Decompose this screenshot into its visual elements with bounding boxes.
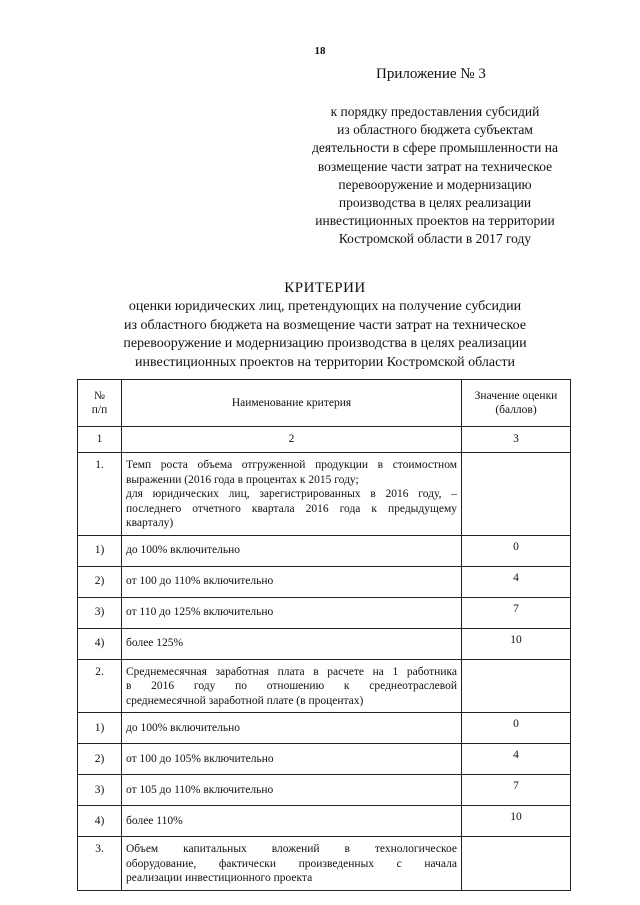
appendix-reference-line: инвестиционных проектов на территории	[315, 213, 555, 229]
table-row	[78, 566, 571, 597]
appendix-reference-line: производства в целях реализации	[338, 195, 532, 211]
table-row	[78, 628, 571, 659]
item-score: 4	[462, 566, 571, 597]
table-row	[78, 535, 571, 566]
criterion-text-line: Темп роста объема отгруженной продукции в стоимостном	[126, 459, 457, 471]
criterion-text-line: в 2016 году по отношению к среднеотраслевой	[126, 680, 457, 692]
item-number: 2)	[78, 744, 122, 775]
column-index: 3	[462, 427, 571, 453]
item-text: до 100% включительно	[122, 535, 462, 566]
item-score: 0	[462, 713, 571, 744]
item-score: 7	[462, 597, 571, 628]
table-row	[78, 775, 571, 806]
appendix-reference-line: деятельности в сфере промышленности на	[312, 140, 558, 156]
appendix-reference	[285, 103, 585, 249]
item-text: более 110%	[122, 806, 462, 837]
header-score-unit: (баллов)	[495, 404, 537, 416]
item-number: 1)	[78, 713, 122, 744]
column-index-row	[78, 427, 571, 453]
item-text: от 100 до 110% включительно	[122, 566, 462, 597]
criterion-score-empty	[462, 659, 571, 713]
criteria-subtitle-line: из областного бюджета на возмещение части затрат на техническое	[123, 317, 527, 333]
criterion-text-line: кварталу)	[126, 517, 174, 529]
item-number: 3)	[78, 597, 122, 628]
criteria-table	[77, 379, 571, 891]
criterion-score-empty	[462, 453, 571, 536]
criterion-text-line: Среднемесячная заработная плата в расчете на 1 работника	[126, 665, 457, 678]
criterion-row	[78, 837, 571, 891]
item-text: от 105 до 110% включительно	[122, 775, 462, 806]
table-row	[78, 713, 571, 744]
criterion-number: 2.	[78, 659, 122, 713]
appendix-reference-line: из областного бюджета субъектам	[337, 122, 533, 138]
header-num-symbol: №	[94, 389, 105, 402]
header-num-abbr: п/п	[91, 404, 108, 416]
criterion-score-empty	[462, 837, 571, 891]
criteria-heading: КРИТЕРИИ	[284, 280, 366, 296]
appendix-reference-line: возмещение части затрат на техническое	[317, 158, 553, 174]
criterion-text-line: оборудование, фактически произведенных с начала	[126, 857, 457, 870]
criterion-text-line: для юридических лиц, зарегистрированных в 2016 году, –	[126, 488, 457, 500]
appendix-title: Приложение № 3	[376, 66, 486, 82]
criterion-number: 3.	[78, 837, 122, 891]
appendix-reference-line: к порядку предоставления субсидий	[330, 104, 540, 119]
header-score-cell	[462, 380, 571, 427]
header-name-cell: Наименование критерия	[122, 380, 462, 427]
criterion-text	[122, 659, 462, 713]
table-row	[78, 597, 571, 628]
criterion-text-line: Объем капитальных вложений в технологическое	[126, 843, 457, 855]
column-index: 2	[122, 427, 462, 453]
item-number: 1)	[78, 535, 122, 566]
criterion-text	[122, 453, 462, 536]
page-number: 18	[314, 45, 326, 57]
criterion-row	[78, 453, 571, 536]
item-score: 10	[462, 806, 571, 837]
appendix-reference-line: Костромской области в 2017 году	[338, 231, 532, 247]
criteria-subtitle-line: перевооружение и модернизацию производства в целях реализации	[123, 336, 527, 351]
header-num-cell	[78, 380, 122, 427]
appendix-reference-line: перевооружение и модернизацию	[338, 176, 532, 192]
item-text: до 100% включительно	[122, 713, 462, 744]
item-score: 10	[462, 628, 571, 659]
criteria-subtitle-line: оценки юридических лиц, претендующих на получение субсидии	[128, 299, 522, 314]
item-number: 4)	[78, 806, 122, 837]
item-text: от 100 до 105% включительно	[122, 744, 462, 775]
item-text: от 110 до 125% включительно	[122, 597, 462, 628]
criterion-text-line: выражении (2016 года в процентах к 2015 году;	[126, 473, 359, 486]
criterion-text-line: последнего отчетного квартала 2016 года к предыдущему	[126, 502, 457, 515]
item-score: 7	[462, 775, 571, 806]
table-row	[78, 744, 571, 775]
criteria-subtitle-line: инвестиционных проектов на территории Костромской области	[135, 354, 515, 370]
table-header-row	[78, 380, 571, 427]
header-score-line: Значение оценки	[474, 389, 558, 402]
item-number: 2)	[78, 566, 122, 597]
criterion-text-line: реализации инвестиционного проекта	[126, 872, 313, 884]
criterion-number: 1.	[78, 453, 122, 536]
column-index: 1	[78, 427, 122, 453]
item-score: 0	[462, 535, 571, 566]
criteria-subtitle	[0, 298, 640, 372]
criterion-text-line: среднемесячной заработной плате (в процентах)	[126, 694, 364, 707]
table-row	[78, 806, 571, 837]
criterion-row	[78, 659, 571, 713]
item-score: 4	[462, 744, 571, 775]
criterion-text	[122, 837, 462, 891]
item-number: 4)	[78, 628, 122, 659]
item-number: 3)	[78, 775, 122, 806]
item-text: более 125%	[122, 628, 462, 659]
